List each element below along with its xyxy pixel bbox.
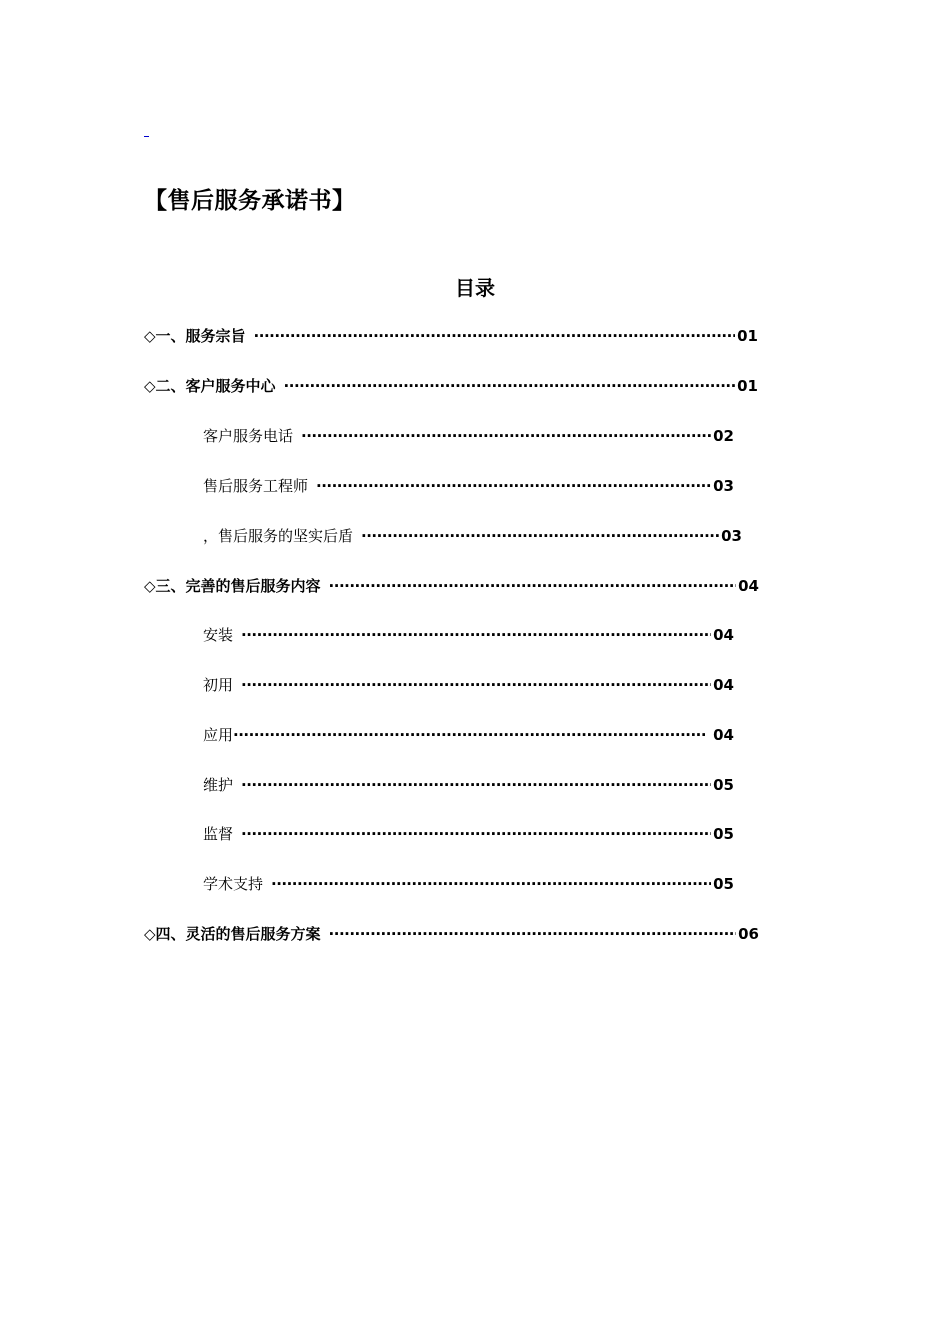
toc-entry-label: 维护 [203,776,234,794]
toc-entry[interactable] [203,624,734,646]
toc-entry-label: 客户服务电话 [203,427,294,445]
toc-dot-leader [329,577,737,595]
toc-dot-leader [301,427,711,445]
toc-entry-label: 初用 [203,676,234,694]
toc-page-number: 04 [738,577,759,595]
toc-entry[interactable] [203,774,734,796]
toc-entry-label: ◇三、完善的售后服务内容 [144,577,321,595]
toc-heading: 目录 [455,276,495,300]
toc-dot-leader [329,925,737,943]
toc-entry-label: 售后服务工程师 [203,477,309,495]
toc-entry-label: 学术支持 [203,875,264,893]
toc-entry-label: ◇四、灵活的售后服务方案 [144,925,321,943]
toc-entry[interactable] [203,475,734,497]
toc-entry-label: ，售后服务的坚实后盾 [203,527,354,545]
document-title: 【售后服务承诺书】 [144,188,356,214]
toc-page-number: 05 [713,875,734,893]
toc-entry-label: 安装 [203,626,234,644]
toc-page-number: 02 [713,427,734,445]
toc-entry[interactable] [144,375,758,397]
toc-entry[interactable] [203,525,742,547]
toc-entry-label: ◇二、客户服务中心 [144,377,276,395]
toc-dot-leader [241,676,711,694]
toc-page-number: 01 [737,327,758,345]
toc-dot-leader [254,327,736,345]
toc-entry[interactable] [203,674,734,696]
toc-dot-leader [233,726,705,744]
toc-page-number: 03 [713,477,734,495]
toc-entry[interactable] [144,575,759,597]
toc-dot-leader [241,776,711,794]
toc-dot-leader [316,477,711,495]
toc-dot-leader [284,377,736,395]
toc-page-number: 04 [713,676,734,694]
toc-entry-label: 监督 [203,825,234,843]
toc-page-number: 04 [713,626,734,644]
toc-dot-leader [241,825,711,843]
toc-page-number: 04 [713,726,734,744]
toc-page-number: 03 [721,527,742,545]
toc-page-number: 01 [737,377,758,395]
toc-dot-leader [361,527,719,545]
toc-dot-leader [241,626,711,644]
link-marker [144,136,149,138]
toc-entry-label: 应用 [203,726,234,744]
toc-entry[interactable] [203,873,734,895]
toc-entry[interactable] [203,823,734,845]
toc-page-number: 05 [713,825,734,843]
toc-entry[interactable] [144,325,758,347]
toc-dot-leader [271,875,711,893]
toc-entry-label: ◇一、服务宗旨 [144,327,246,345]
toc-page-number: 06 [738,925,759,943]
toc-entry[interactable] [144,923,759,945]
toc-entry[interactable] [203,724,734,746]
toc-page-number: 05 [713,776,734,794]
toc-entry[interactable] [203,425,734,447]
